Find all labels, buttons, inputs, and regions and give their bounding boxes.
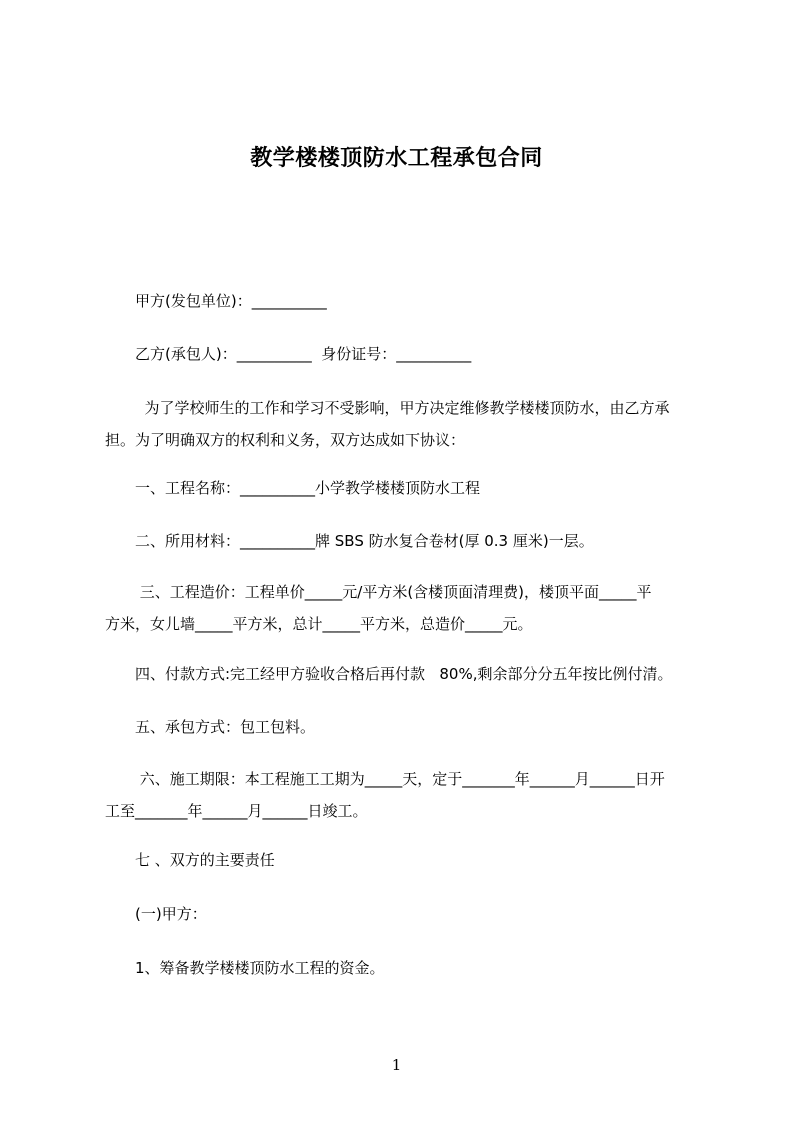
- clause-1-text: 一、工程名称：__________小学教学楼楼顶防水工程: [135, 479, 481, 497]
- clause-6-line-2: 工至_______年______月______日竣工。: [105, 802, 368, 820]
- item-1-text: 1、筹备教学楼楼顶防水工程的资金。: [135, 959, 385, 977]
- item-1: [105, 958, 705, 978]
- intro-line-1: 为了学校师生的工作和学习不受影响，甲方决定维修教学楼楼顶防水，由乙方承: [135, 399, 670, 417]
- clause-5-text: 五、承包方式：包工包料。: [135, 718, 316, 736]
- clause-4-text: 四、付款方式:完工经甲方验收合格后再付款 80%,剩余部分分五年按比例付清。: [135, 665, 673, 683]
- clause-3-line-2: 方米，女儿墙_____平方米，总计_____平方米，总造价_____元。: [105, 615, 533, 633]
- party-a-text: 甲方(发包单位)：__________: [135, 292, 327, 310]
- clause-3-line-1: 三、工程造价：工程单价_____元/平方米(含楼顶面清理费)，楼顶平面_____平: [135, 583, 652, 601]
- intro-paragraph: [105, 392, 705, 456]
- clause-1: [105, 478, 705, 498]
- clause-2: [105, 531, 705, 551]
- party-a-section-text: (一)甲方：: [135, 905, 207, 923]
- intro-line-2: 担。为了明确双方的权利和义务，双方达成如下协议：: [105, 431, 466, 449]
- party-b-line: [105, 344, 705, 364]
- party-b-text: 乙方(承包人)：__________ 身份证号：__________: [135, 345, 472, 363]
- clause-6-line-1: 六、施工期限：本工程施工工期为_____天，定于_______年______月______日开: [135, 770, 665, 788]
- clause-6: [105, 763, 705, 827]
- document-title: 教学楼楼顶防水工程承包合同: [250, 146, 543, 171]
- clause-4: [105, 664, 705, 684]
- clause-5: [105, 717, 705, 737]
- clause-7-text: 七 、双方的主要责任: [135, 851, 275, 869]
- page-number: 1: [391, 1056, 402, 1074]
- party-a-line: [105, 291, 705, 311]
- party-a-section: [105, 904, 705, 924]
- clause-7: [105, 850, 705, 870]
- clause-2-text: 二、所用材料：__________牌 SBS 防水复合卷材(厚 0.3 厘米)一层。: [135, 532, 594, 550]
- clause-3: [105, 576, 705, 640]
